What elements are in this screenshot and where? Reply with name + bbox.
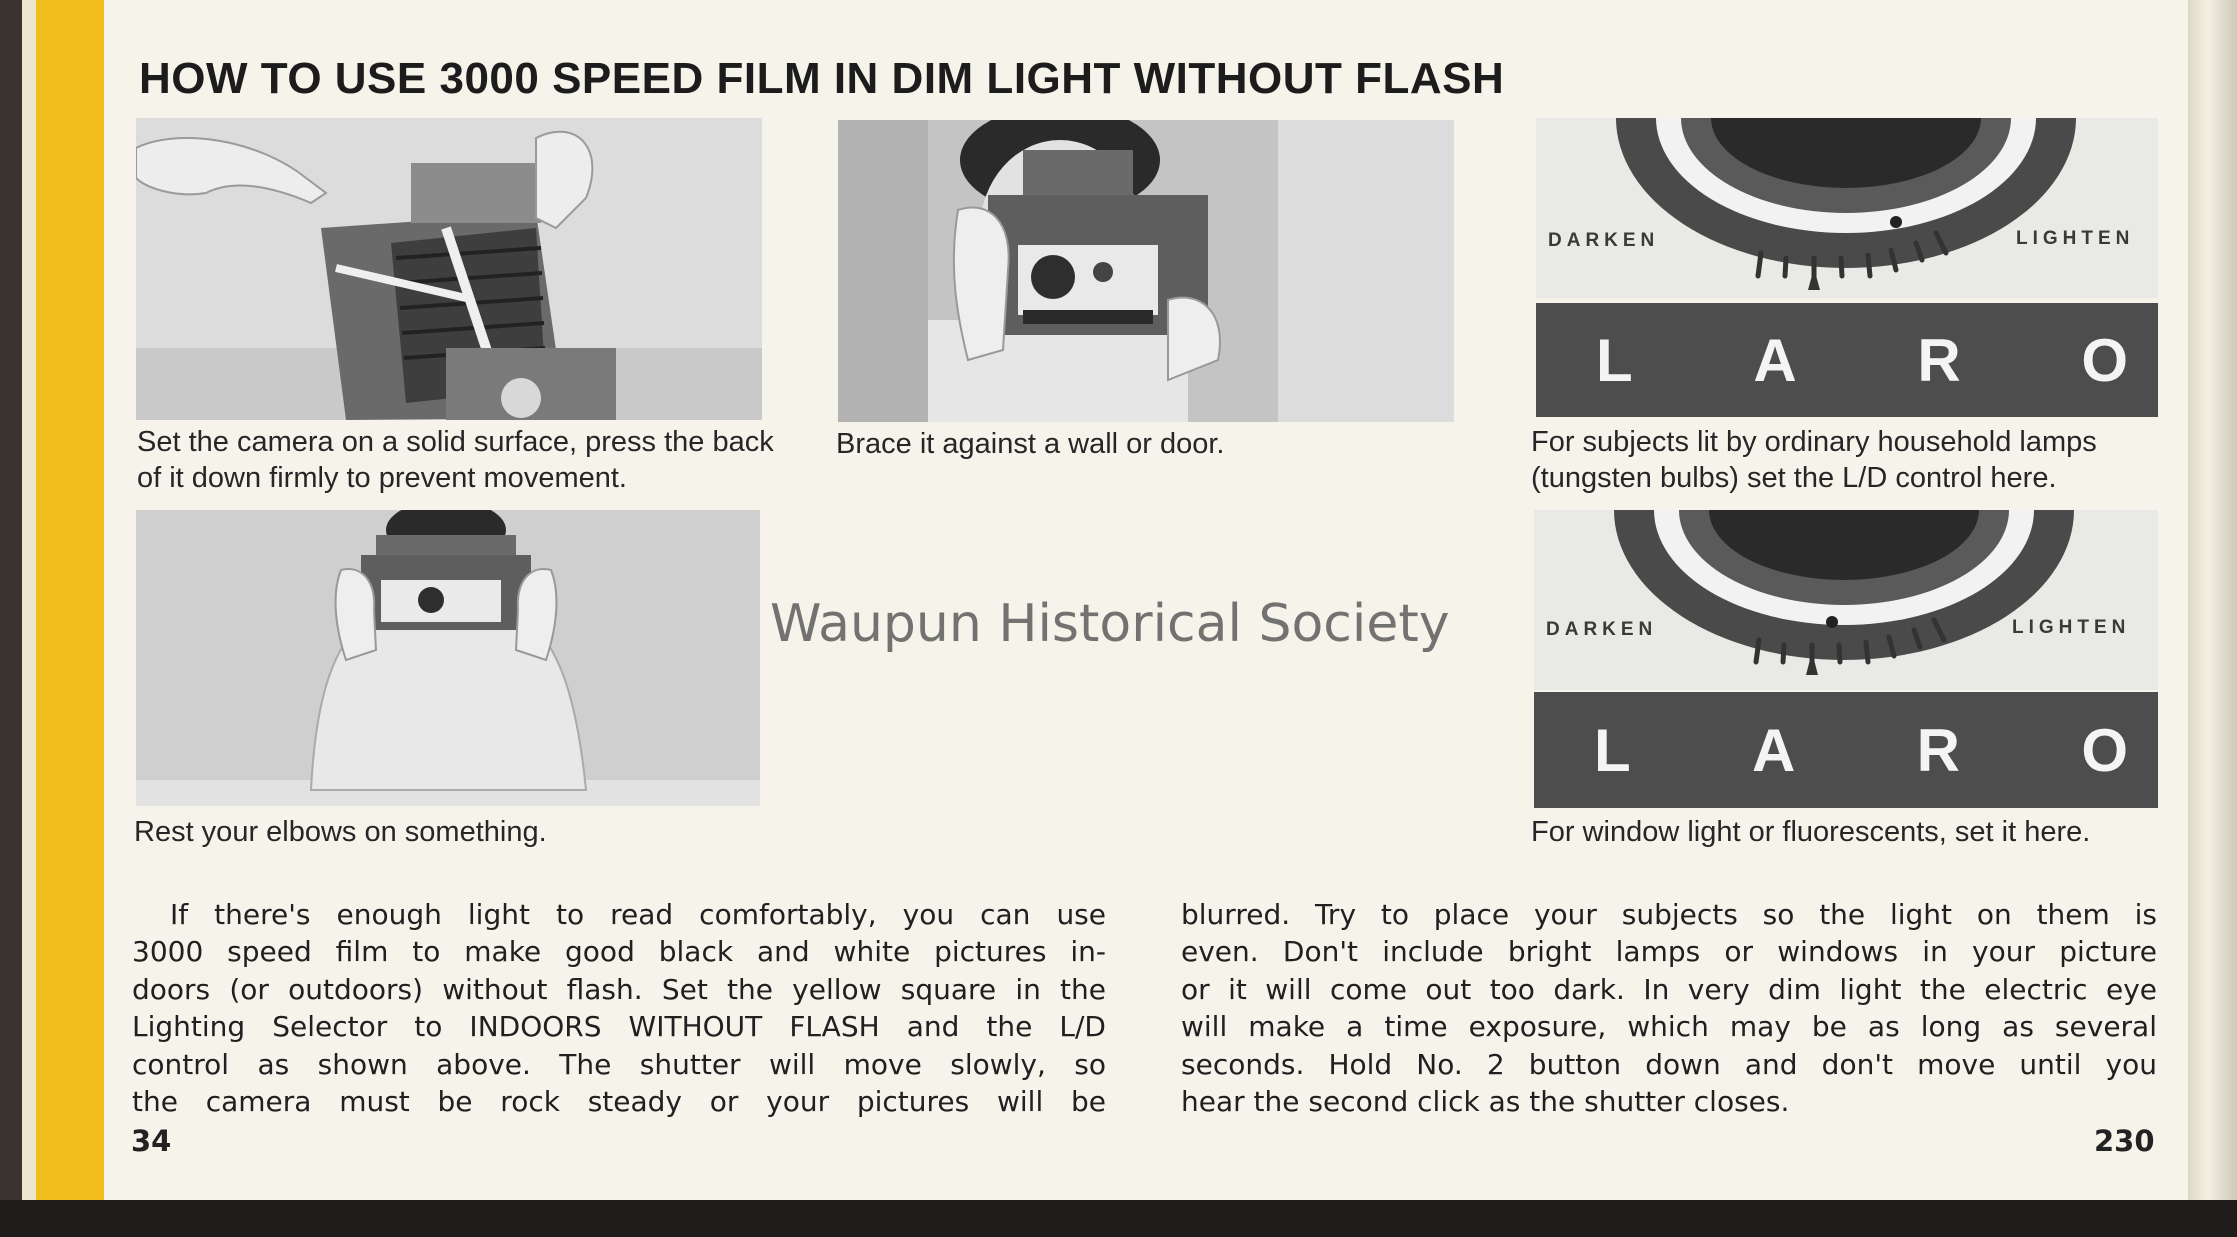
ld-dial-window: [1534, 510, 2158, 690]
body-left-line-2: 3000 speed film to make good black and white pictures in-: [132, 935, 1106, 968]
body-right-line-4: will make a time exposure, which may be as long as several: [1181, 1010, 2157, 1043]
bottom-shadow: [0, 1200, 2237, 1237]
laro-letter-l: L: [1596, 326, 1633, 394]
photo-rest-elbows: [136, 510, 760, 806]
lighten-label-2: LIGHTEN: [2012, 617, 2131, 638]
body-left-line-1: If there's enough light to read comfortably, you can use: [170, 898, 1106, 931]
caption-elbows-line-1: Rest your elbows on something.: [134, 816, 547, 848]
ld-dial-tungsten: [1536, 118, 2158, 298]
caption-solid-surface-line-1: Set the camera on a solid surface, press the back: [137, 426, 774, 458]
photo-brace-against-wall: [838, 120, 1454, 422]
watermark: Waupun Historical Society: [770, 594, 1450, 654]
laro-letter-r: R: [1916, 716, 1960, 784]
laro-bar-window: [1534, 692, 2158, 808]
book-spine-edge: [0, 0, 22, 1237]
body-right-line-5: seconds. Hold No. 2 button down and don't move until you: [1181, 1048, 2157, 1081]
laro-letter-o: O: [2081, 326, 2128, 394]
page-stack-right: [2188, 0, 2237, 1205]
body-right-line-2: even. Don't include bright lamps or windows in your picture: [1181, 935, 2157, 968]
body-left-line-6: the camera must be rock steady or your pictures will be: [132, 1085, 1106, 1118]
lighten-label-1: LIGHTEN: [2016, 228, 2135, 249]
caption-solid-surface-line-2: of it down firmly to prevent movement.: [137, 462, 627, 494]
body-left-line-3: doors (or outdoors) without flash. Set the yellow square in the: [132, 973, 1106, 1006]
caption-tungsten: [1531, 424, 2171, 496]
body-left-line-4: Lighting Selector to INDOORS WITHOUT FLASH and the L/D: [132, 1010, 1106, 1043]
laro-letter-l: L: [1594, 716, 1631, 784]
page-number-left: 34: [131, 1124, 172, 1158]
caption-tungsten-line-2: (tungsten bulbs) set the L/D control here.: [1531, 462, 2057, 494]
caption-elbows: [134, 814, 774, 850]
photo-camera-on-surface: [136, 118, 762, 420]
page-heading: HOW TO USE 3000 SPEED FILM IN DIM LIGHT WITHOUT FLASH: [139, 54, 1505, 103]
laro-letter-a: A: [1751, 716, 1796, 784]
darken-label-2: DARKEN: [1546, 619, 1658, 640]
body-right-line-1: blurred. Try to place your subjects so the light on them is: [1181, 898, 2157, 931]
caption-window: [1531, 814, 2171, 850]
body-right-line-3: or it will come out too dark. In very dim light the electric eye: [1181, 973, 2157, 1006]
caption-tungsten-line-1: For subjects lit by ordinary household lamps: [1531, 426, 2097, 458]
laro-letter-a: A: [1753, 326, 1797, 394]
yellow-binding-band: [36, 0, 106, 1205]
caption-solid-surface: [137, 424, 777, 496]
page-number-right: 230: [2094, 1124, 2155, 1158]
laro-letter-o: O: [2081, 716, 2128, 784]
caption-wall-line-1: Brace it against a wall or door.: [836, 428, 1225, 460]
caption-wall: [836, 426, 1456, 462]
body-left-line-5: control as shown above. The shutter will move slowly, so: [132, 1048, 1106, 1081]
body-right-line-6: hear the second click as the shutter closes.: [1181, 1085, 1790, 1118]
darken-label-1: DARKEN: [1548, 230, 1660, 251]
laro-bar-tungsten: [1536, 303, 2158, 417]
laro-letter-r: R: [1917, 326, 1961, 394]
caption-window-line-1: For window light or fluorescents, set it here.: [1531, 816, 2091, 848]
